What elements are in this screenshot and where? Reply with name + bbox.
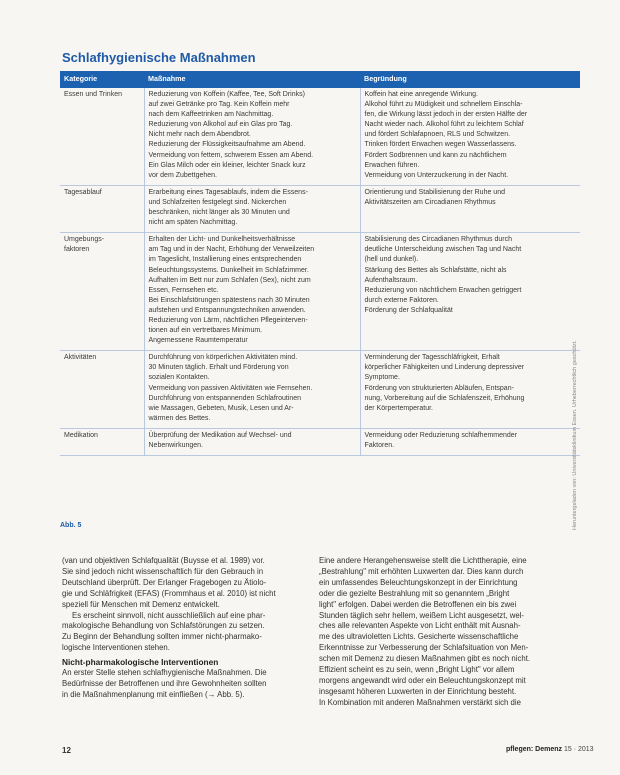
header-measure: Maßnahme xyxy=(144,71,360,88)
cell-line: Erwachen führen. xyxy=(364,161,420,169)
text-line: In Kombination mit anderen Maßnahmen verstärkt sich die xyxy=(319,697,521,707)
cell-line: Vermeidung oder Reduzierung schlafhemmender xyxy=(364,431,518,439)
cell-line: Erarbeitung eines Tagesablaufs, indem die Essens- xyxy=(148,188,308,196)
cell-line: nicht am späten Nachmittag. xyxy=(148,219,238,227)
cell-line: Essen und Trinken xyxy=(64,91,122,98)
section-subheading: Nicht-pharmakologische Interventionen xyxy=(62,657,219,668)
cell-line: Beleuchtungssystems. Dunkelheit im Schlafzimmer. xyxy=(148,266,309,274)
cell-line: Reduzierung von Lärm, nächtlichen Pflegeinterven- xyxy=(148,316,308,324)
cell-line: Essen, Fernsehen etc. xyxy=(148,286,219,294)
cell-line: Förderung der Schlafqualität xyxy=(364,306,453,314)
cell-line: wie Massagen, Gebeten, Musik, Lesen und Ar- xyxy=(148,404,294,412)
right-text-column xyxy=(319,556,581,709)
table-row xyxy=(60,88,580,185)
cell-line: körperlicher Fähigkeiten und Linderung depressiver xyxy=(364,364,525,372)
text-line: light" erfolgen. Dabei werden die Betroffenen ein bis zwei xyxy=(319,599,517,609)
row-category xyxy=(60,233,144,351)
text-line: An erster Stelle stehen schlafhygienische Maßnahmen. Die xyxy=(62,668,267,678)
header-reason: Begründung xyxy=(360,71,580,88)
table-row xyxy=(60,233,580,351)
cell-line: Durchführung von körperlichen Aktivitäten mind. xyxy=(148,354,298,362)
cell-line: Faktoren. xyxy=(364,442,395,449)
cell-line: tionen auf ein vertretbares Minimum. xyxy=(148,327,263,335)
text-line: Eine andere Herangehensweise stellt die Lichttherapie, eine xyxy=(319,556,527,565)
text-line: Stunden täglich sehr hellem, weißem Licht ausgesetzt, wel- xyxy=(319,610,524,620)
cell-line: und Schlafzeiten festgelegt sind. Nickerchen xyxy=(148,198,287,206)
text-line: Bedürfnisse der Betroffenen und ihre Gewohnheiten sollten xyxy=(62,678,267,688)
text-line: ein umfassendes Beleuchtungskonzept in der Einrichtung xyxy=(319,577,518,587)
text-line: Es erscheint sinnvoll, nicht ausschließlich auf eine phar- xyxy=(72,610,266,620)
page-title: Schlafhygienische Maßnahmen xyxy=(62,50,256,65)
text-line: oder die gezielte Bestrahlung mit so genanntem „Bright xyxy=(319,588,510,598)
cell-line: und fördert Schlafapnoen, RLS und Schwitzen. xyxy=(364,131,511,139)
row-reason xyxy=(360,185,580,232)
cell-line: Fördert Sodbrennen und kann zu nächtlichem xyxy=(364,151,507,159)
text-line: Deutschland überprüft. Der Erlanger Fragebogen zu Ätiolo- xyxy=(62,577,267,587)
cell-line: Reduzierung von Koffein (Kaffee, Tee, Soft Drinks) xyxy=(148,91,305,98)
text-line: schen mit Demenz zu diesen Maßnahmen gibt es noch nicht. xyxy=(319,654,531,664)
sleep-hygiene-table xyxy=(60,71,580,456)
cell-line: Stabilisierung des Circadianen Rhythmus durch xyxy=(364,236,512,244)
cell-line: Tagesablauf xyxy=(64,188,102,196)
cell-line: sozialen Kontakten. xyxy=(148,374,210,382)
text-line: Zu Beginn der Behandlung sollten immer nicht-pharmako- xyxy=(62,632,262,642)
cell-line: Ein Glas Milch oder ein kleiner, leichter Snack kurz xyxy=(148,161,306,169)
cell-line: Medikation xyxy=(64,431,98,439)
cell-line: aufstehen und Entspannungstechniken anwenden. xyxy=(148,306,306,314)
cell-line: faktoren xyxy=(64,246,90,254)
cell-line: im Tageslicht, Installierung eines entsprechenden xyxy=(148,256,302,264)
journal-footer xyxy=(506,746,594,753)
row-reason xyxy=(360,351,580,429)
text-line: speziell für Menschen mit Demenz entwickelt. xyxy=(62,599,220,609)
cell-line: durch externe Faktoren. xyxy=(364,296,439,304)
cell-line: wärmen des Bettes. xyxy=(148,414,211,422)
row-reason xyxy=(360,88,580,185)
table-row xyxy=(60,428,580,455)
cell-line: Orientierung und Stabilisierung der Ruhe und xyxy=(364,188,505,196)
page-number: 12 xyxy=(62,746,71,755)
cell-line: Nicht mehr nach dem Abendbrot. xyxy=(148,131,251,139)
cell-line: 30 Minuten täglich. Erhalt und Förderung von xyxy=(148,364,289,372)
row-reason xyxy=(360,233,580,351)
cell-line: Vermeidung von Unterzuckerung in der Nacht. xyxy=(364,171,509,179)
cell-line: am Tag und in der Nacht, Erhöhung der Verweilzeiten xyxy=(148,246,315,254)
row-category xyxy=(60,351,144,429)
text-line: (van und objektiven Schlafqualität (Buysse et al. 1989) vor. xyxy=(62,556,265,565)
journal-issue: 15 · 2013 xyxy=(563,746,594,753)
text-line: Erkenntnisse zur Verbesserung der Schlafsituation von Men- xyxy=(319,643,529,653)
row-category xyxy=(60,88,144,185)
text-line: me des ultravioletten Lichts. Gesicherte wissenschaftliche xyxy=(319,632,519,642)
row-category xyxy=(60,428,144,455)
cell-line: der Körpertemperatur. xyxy=(364,404,433,412)
cell-line: Erhalten der Licht- und Dunkelheitsverhältnisse xyxy=(148,236,296,244)
left-text-column xyxy=(62,556,312,701)
row-measure xyxy=(144,351,360,429)
row-measure xyxy=(144,88,360,185)
download-notice xyxy=(572,300,582,530)
cell-line: deutliche Unterscheidung zwischen Tag und Nacht xyxy=(364,246,522,254)
cell-line: Aktivitäten xyxy=(64,354,97,362)
download-notice-text: Heruntergeladen von: Universitätsklinikum Essen. Urheberrechtlich geschützt. xyxy=(572,340,578,530)
cell-line: Vermeidung von passiven Aktivitäten wie Fernsehen. xyxy=(148,384,313,392)
cell-line: Trinken fördert Erwachen wegen Wasserlassens. xyxy=(364,141,517,149)
cell-line: Aufenthaltsraum. xyxy=(364,276,418,284)
text-line: gie und Schläfrigkeit (EFAS) (Frommhaus et al. 2010) ist nicht xyxy=(62,588,276,598)
table-header-row xyxy=(60,71,580,88)
cell-line: fen, die Wirkung lässt jedoch in der ersten Hälfte der xyxy=(364,111,528,119)
cell-line: Angemessene Raumtemperatur xyxy=(148,337,248,345)
cell-line: beschränken, nicht länger als 30 Minuten und xyxy=(148,209,290,217)
text-line: in die Maßnahmenplanung mit einfließen (→ Abb. 5). xyxy=(62,689,245,699)
cell-line: Vermeidung von fettem, schwerem Essen am Abend. xyxy=(148,151,314,159)
row-measure xyxy=(144,185,360,232)
cell-line: Reduzierung von nächtlichem Erwachen getriggert xyxy=(364,286,522,294)
text-line: logische Interventionen stehen. xyxy=(62,643,170,653)
cell-line: nach dem Kaffeetrinken am Nachmittag. xyxy=(148,111,274,119)
cell-line: Aktivitätszeiten am Circadianen Rhythmus xyxy=(364,198,496,206)
text-line: ches alle relevanten Aspekte von Licht enthält mit Ausnah- xyxy=(319,621,521,631)
cell-line: Bei Einschlafstörungen spätestens nach 30 Minuten xyxy=(148,296,310,304)
cell-line: Symptome. xyxy=(364,374,400,382)
cell-line: Durchführung von entspannenden Schlafroutinen xyxy=(148,394,302,402)
cell-line: Nebenwirkungen. xyxy=(148,442,203,449)
table-row xyxy=(60,351,580,429)
cell-line: Stärkung des Bettes als Schlafstätte, nicht als xyxy=(364,266,507,274)
table-row xyxy=(60,185,580,232)
cell-line: Alkohol führt zu Müdigkeit und schnellem Einschla- xyxy=(364,101,523,109)
cell-line: auf zwei Getränke pro Tag. Kein Koffein mehr xyxy=(148,101,290,109)
cell-line: (hell und dunkel). xyxy=(364,256,419,264)
header-category: Kategorie xyxy=(60,71,144,88)
figure-label: Abb. 5 xyxy=(60,522,82,529)
cell-line: Reduzierung der Flüssigkeitsaufnahme am Abend. xyxy=(148,141,306,149)
cell-line: Nacht wieder nach. Alkohol führt zu leichtem Schlaf xyxy=(364,121,524,129)
cell-line: Aufhalten im Bett nur zum Schlafen (Sex), nicht zum xyxy=(148,276,311,284)
text-line: „Bestrahlung" mit erhöhten Luxwerten dar. Dies kann durch xyxy=(319,566,524,576)
row-category xyxy=(60,185,144,232)
cell-line: Überprüfung der Medikation auf Wechsel- und xyxy=(148,431,292,439)
cell-line: Verminderung der Tagesschläfrigkeit, Erhalt xyxy=(364,354,500,362)
text-line: Effizient scheint es zu sein, wenn „Bright Light" vor allem xyxy=(319,665,515,675)
cell-line: nung, Vorbereitung auf die Schlafenszeit, Erhöhung xyxy=(364,394,525,402)
journal-name: pflegen: Demenz xyxy=(506,746,563,753)
row-reason xyxy=(360,428,580,455)
text-line: makologische Behandlung von Schlafstörungen zu setzen. xyxy=(62,621,265,631)
text-line: insgesamt höheren Luxwerten in der Einrichtung besteht. xyxy=(319,686,517,696)
cell-line: vor dem Zubettgehen. xyxy=(148,171,217,179)
text-line: morgens angewandt wird oder ein Beleuchtungskonzept mit xyxy=(319,675,526,685)
text-line: Sie sind jedoch nicht wissenschaftlich für den Gebrauch in xyxy=(62,566,264,576)
row-measure xyxy=(144,428,360,455)
cell-line: Umgebungs- xyxy=(64,236,105,244)
cell-line: Reduzierung von Alkohol auf ein Glas pro Tag. xyxy=(148,121,293,129)
row-measure xyxy=(144,233,360,351)
cell-line: Koffein hat eine anregende Wirkung. xyxy=(364,91,479,98)
cell-line: Förderung von strukturierten Abläufen, Entspan- xyxy=(364,384,514,392)
